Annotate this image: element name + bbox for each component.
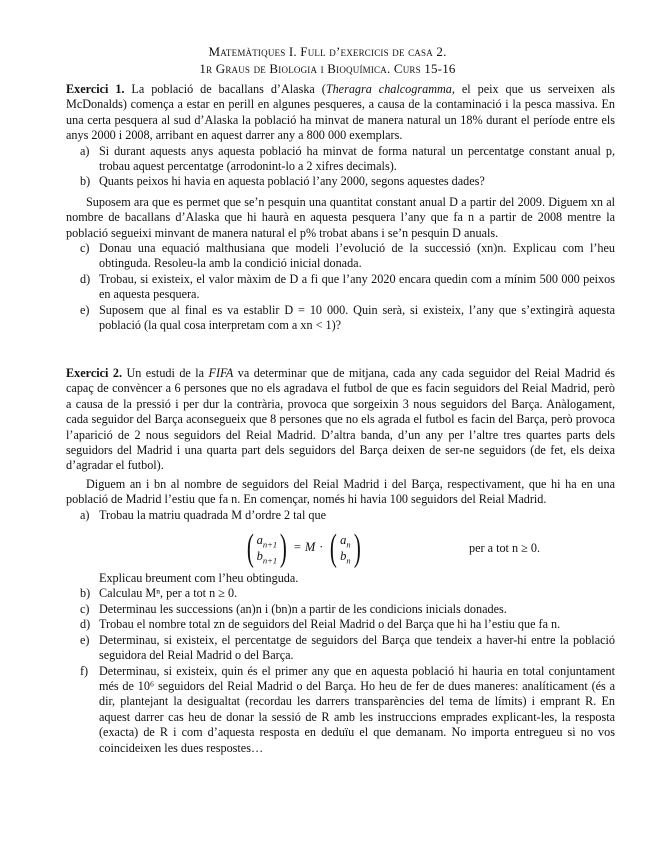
rhs-top-var: a [340,533,347,548]
fifa-name: FIFA [208,366,234,380]
question-text: Determinau, si existeix, el percentatge de seguidors del Barça que tendeix a haver-hi entre la població seguidora del Reial Madrid o del Barça. [99,632,615,663]
lhs-vector [257,532,278,564]
lhs-top [257,532,278,548]
question-text: Suposem que al final es va establir D = 10 000. Quin serà, si existeix, l’any que s’extingirà aquesta població (la qual cosa interpretam com a xn < 1)? [99,302,615,333]
exercise-1-paragraph-2: Suposem ara que es permet que se’n pesquin una quantitat constant anual D a partir del 2009. Diguem xn al nombre de bacallans d’Alaska que hi haurà en aquesta pesquera l’any que fa n a partir de 2008 mentre la població segueixi minvant de manera natural el p% trobat abans i se’n pesquin D anuals. [66,194,615,240]
question-2a [66,508,615,587]
question-marker: e) [80,632,90,647]
recurrence-equation [99,525,615,571]
question-text: Trobau la matriu quadrada M d’ordre 2 tal que [99,507,326,522]
exercise-1-label: Exercici 1. [66,82,125,96]
exercise-2-intro [66,366,615,474]
equation-body [244,528,363,568]
question-marker: b) [80,174,91,189]
question-1b [66,174,615,189]
matrix-m: M [304,540,316,555]
left-paren: ( [246,527,254,570]
rhs-top-sub: n [346,539,351,550]
question-text: Determinau les successions (an)n i (bn)n a partir de les condicions inicials donades. [99,601,507,616]
question-marker: a) [80,143,90,158]
question-marker: d) [80,271,91,286]
exercise-1-questions-ab [66,144,615,190]
question-1d [66,272,615,303]
question-text: Quants peixos hi havia en aquesta població l’any 2000, segons aquestes dades? [99,174,485,189]
exercise-2-intro-post: va determinar que de mitjana, cada any cada seguidor del Reial Madrid és capaç de convèncer a 6 persones que no els agradava el futbol de que es facin seguidors del Reial Madrid, però a causa de la pressió i per dur la contrària, provoca que sorgeixin 3 nous seguidors del Barça. Anàlogament, cada seguidor del Barça aconsegueix que 8 persones que no els agrada el futbol es facin del Barça, però provoca l’aparició de 2 nous seguidors del Reial Madrid. D’altra banda, d’un any per l’altre tres quartes parts dels seguidors del Madrid i una quarta part dels seguidors del Barça deixen de ser-ne seguidors (de fet, els deixa d’agradar el futbol). [66,366,615,473]
lhs-top-sub: n+1 [262,539,278,550]
question-text: Trobau el nombre total zn de seguidors del Reial Madrid o del Barça que hi ha l’estiu que fa n. [99,617,561,632]
exercise-1-intro [66,82,615,144]
question-2d [66,617,615,632]
left-paren: ( [330,527,338,570]
question-2f [66,664,615,756]
question-1e [66,303,615,334]
exercise-2-paragraph-2: Diguem an i bn al nombre de seguidors del Reial Madrid i del Barça, respectivament, que hi ha en una població de Madrid l’estiu que fa n. En començar, només hi havia 100 seguidors del Reial Madrid. [66,476,615,507]
question-marker: c) [80,241,90,256]
question-text: Calculau Mⁿ, per a tot n ≥ 0. [99,586,238,601]
question-text: Si durant aquests anys aquesta població ha minvat de forma natural un percentatge constant anual p, trobau aquest percentatge (arrodonint-lo a 2 xifres decimals). [99,143,615,174]
rhs-bot-var: b [340,549,347,564]
question-text: Trobau, si existeix, el valor màxim de D a fi que l’any 2020 encara quedin com a mínim 500 000 peixos en aquesta pesquera. [99,271,615,302]
rhs-vector [340,532,351,564]
exercise-2-questions [66,508,615,756]
question-2c [66,602,615,617]
header-line-1: Matemàtiques I. Full d’exercicis de casa 2. [208,44,447,59]
question-text: Determinau, si existeix, quin és el primer any que en aquesta població hi hauria en total conjuntament més de 10⁶ seguidors del Reial Madrid o del Barça. Ho heu de fer de dues maneres: analíticament (és a dir, plantejant la desigualtat (recordau les darrers transparències del tema de límits) i emprant R. En aquest darrer cas heu de donar la sessió de R amb les instruccions emprades explicant-les, la resposta (exacta) de R i com d’aquesta resposta en deduïu el que demanam. No importa entregueu si no vos coincideixen les dues respostes… [99,663,615,755]
lhs-bot-sub: n+1 [262,555,278,566]
question-2a-followup: Explicau breument com l’heu obtinguda. [99,571,299,586]
question-marker: f) [80,663,89,678]
question-marker: b) [80,586,91,601]
equals-sign: = [293,540,301,555]
exercise-1-intro-pre: La població de bacallans d’Alaska ( [124,82,326,96]
question-1a [66,144,615,175]
question-text: Donau una equació malthusiana que modeli l’evolució de la successió (xn)n. Explicau com l’heu obtinguda. Resoleu-la amb la condició inicial donada. [99,241,615,271]
rhs-top [340,532,351,548]
lhs-top-var: a [256,533,263,548]
equation-condition: per a tot n ≥ 0. [469,541,540,556]
rhs-bot [340,548,351,564]
question-marker: a) [80,507,90,522]
rhs-bot-sub: n [346,555,351,566]
exercise-2-label: Exercici 2. [66,366,122,380]
right-paren: ) [280,527,287,570]
question-marker: e) [80,302,90,317]
exercise-2-intro-pre: Un estudi de la [122,366,209,380]
question-1c [66,241,615,272]
exercise-2 [66,366,615,756]
exercise-1-intro-post: , el peix que us serveixen als McDonalds) comença a estar en perill en algunes pesqueres, a causa de la contaminació i la pesca massiva. En una certa pesquera al sud d’Alaska la població ha minvat de manera natural un 18% durant el període entre els anys 2000 i 2008, arribant en aquest darrer any a 800 000 exemplars. [66,82,615,143]
exercise-1 [66,82,615,334]
species-name: Theragra chalcogramma [325,82,452,96]
question-2b [66,586,615,601]
question-2e [66,633,615,664]
right-paren: ) [353,527,361,570]
exercise-1-questions-cde [66,241,615,333]
dot-operator: · [319,540,324,555]
question-marker: c) [80,601,90,616]
header-line-2: 1r Graus de Biologia i Bioquímica. Curs 15-16 [199,61,456,76]
question-marker: d) [80,617,91,632]
lhs-bot-var: b [256,549,263,564]
lhs-bot [257,548,278,564]
